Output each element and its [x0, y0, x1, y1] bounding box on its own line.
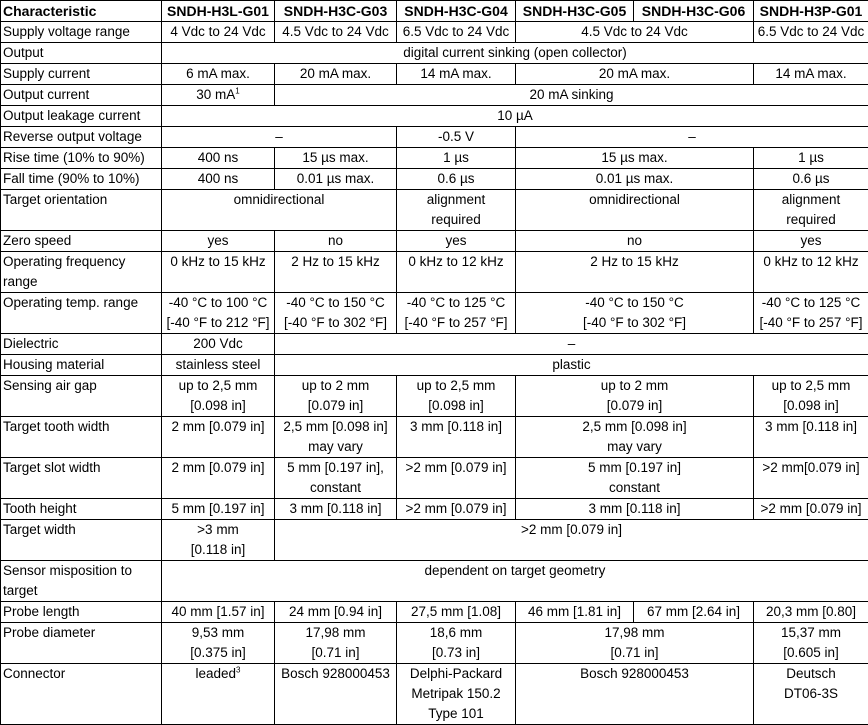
cell: 2 mm [0.079 in] [162, 417, 275, 458]
cell [754, 376, 868, 417]
cell-line: -40 °C to 150 °C [518, 293, 751, 313]
cell: 5 mm [0.197 in] [162, 499, 275, 520]
cell-line: -40 °C to 125 °C [399, 293, 513, 313]
cell-line: [-40 °F to 257 °F] [399, 313, 513, 333]
table-row [1, 561, 868, 602]
table-row [1, 334, 868, 355]
cell [754, 623, 868, 664]
table-row [1, 602, 868, 623]
table-row [1, 85, 868, 106]
cell [397, 376, 516, 417]
cell-line: up to 2,5 mm [399, 376, 513, 396]
header-row [1, 1, 868, 22]
table-row [1, 127, 868, 148]
cell: 14 mA max. [754, 64, 868, 85]
cell-line: Type 101 [399, 704, 513, 724]
cell [162, 85, 275, 106]
cell-line: [0.098 in] [756, 396, 866, 416]
cell: yes [162, 231, 275, 252]
cell: >2 mm [0.079 in] [275, 520, 868, 561]
cell: dependent on target geometry [162, 561, 868, 602]
cell-line: [0.71 in] [518, 643, 751, 663]
cell: >2 mm[0.079 in] [754, 458, 868, 499]
cell: digital current sinking (open collector) [162, 43, 868, 64]
table-row [1, 106, 868, 127]
row-label: Connector [1, 664, 162, 725]
cell-line: [-40 °F to 302 °F] [518, 313, 751, 333]
row-label: Housing material [1, 355, 162, 376]
cell: 0.01 µs max. [275, 169, 397, 190]
cell: 40 mm [1.57 in] [162, 602, 275, 623]
row-label: Supply voltage range [1, 22, 162, 43]
cell: plastic [275, 355, 868, 376]
cell-line: Metripak 150.2 [399, 684, 513, 704]
cell: 1 µs [754, 148, 868, 169]
cell-text: 30 mA [196, 87, 235, 102]
cell: >2 mm [0.079 in] [397, 499, 516, 520]
cell [275, 458, 397, 499]
cell-line: constant [518, 478, 751, 498]
header-model: SNDH-H3L-G01 [162, 1, 275, 22]
row-label: Rise time (10% to 90%) [1, 148, 162, 169]
cell: 3 mm [0.118 in] [516, 499, 754, 520]
cell: 400 ns [162, 148, 275, 169]
cell [162, 520, 275, 561]
header-model: SNDH-H3C-G03 [275, 1, 397, 22]
cell: 3 mm [0.118 in] [754, 417, 868, 458]
cell: yes [397, 231, 516, 252]
row-label: Sensor misposition to target [1, 561, 162, 602]
cell [275, 623, 397, 664]
row-label: Output [1, 43, 162, 64]
cell-line: [-40 °F to 302 °F] [277, 313, 394, 333]
row-label: Output current [1, 85, 162, 106]
cell: 27,5 mm [1.08] [397, 602, 516, 623]
cell [162, 623, 275, 664]
cell: >2 mm [0.079 in] [397, 458, 516, 499]
row-label: Fall time (90% to 10%) [1, 169, 162, 190]
cell-line: [0.73 in] [399, 643, 513, 663]
cell [162, 664, 275, 725]
row-label: Probe diameter [1, 623, 162, 664]
cell [397, 190, 516, 231]
cell-line: [0.118 in] [164, 540, 272, 560]
cell: – [275, 334, 868, 355]
cell-line: [0.079 in] [277, 396, 394, 416]
cell-line: -40 °C to 125 °C [756, 293, 866, 313]
footnote-mark: 3 [236, 666, 240, 675]
cell-line: alignment [756, 190, 866, 210]
cell: 24 mm [0.94 in] [275, 602, 397, 623]
row-label: Tooth height [1, 499, 162, 520]
cell: stainless steel [162, 355, 275, 376]
cell [754, 190, 868, 231]
cell-line: [-40 °F to 212 °F] [164, 313, 272, 333]
cell: 0.6 µs [754, 169, 868, 190]
row-label: Dielectric [1, 334, 162, 355]
cell: 0.6 µs [397, 169, 516, 190]
cell: -0.5 V [397, 127, 516, 148]
cell-line: required [399, 210, 513, 230]
cell: yes [754, 231, 868, 252]
cell-line: [0.375 in] [164, 643, 272, 663]
cell-line: alignment [399, 190, 513, 210]
cell: 1 µs [397, 148, 516, 169]
cell: 10 µA [162, 106, 868, 127]
header-model: SNDH-H3C-G04 [397, 1, 516, 22]
cell-line: 2,5 mm [0.098 in] [518, 417, 751, 437]
cell-line: Deutsch [756, 664, 866, 684]
cell: 20,3 mm [0.80] [754, 602, 868, 623]
cell-line: 2,5 mm [0.098 in] [277, 417, 394, 437]
table-row [1, 499, 868, 520]
cell [275, 417, 397, 458]
cell-text: leaded [196, 666, 237, 681]
cell: 2 mm [0.079 in] [162, 458, 275, 499]
table-row [1, 376, 868, 417]
cell-line: -40 °C to 100 °C [164, 293, 272, 313]
cell: omnidirectional [516, 190, 754, 231]
cell [516, 458, 754, 499]
table-row [1, 252, 868, 293]
cell-line: [-40 °F to 257 °F] [756, 313, 866, 333]
cell: 3 mm [0.118 in] [397, 417, 516, 458]
cell-line: Delphi-Packard [399, 664, 513, 684]
row-label: Output leakage current [1, 106, 162, 127]
cell [516, 376, 754, 417]
cell: – [516, 127, 868, 148]
cell-line: 17,98 mm [518, 623, 751, 643]
cell-line: 17,98 mm [277, 623, 394, 643]
row-label: Operating frequency range [1, 252, 162, 293]
row-label: Operating temp. range [1, 293, 162, 334]
cell: 46 mm [1.81 in] [516, 602, 634, 623]
cell-line: DT06-3S [756, 684, 866, 704]
cell: 6.5 Vdc to 24 Vdc [754, 22, 868, 43]
cell [397, 623, 516, 664]
cell: 4.5 Vdc to 24 Vdc [275, 22, 397, 43]
table-row [1, 148, 868, 169]
cell-line: up to 2,5 mm [756, 376, 866, 396]
cell: 15 µs max. [516, 148, 754, 169]
cell [516, 623, 754, 664]
table-row [1, 664, 868, 725]
cell-line: 5 mm [0.197 in], [277, 458, 394, 478]
cell: Bosch 928000453 [516, 664, 754, 725]
cell-line: -40 °C to 150 °C [277, 293, 394, 313]
cell: Bosch 928000453 [275, 664, 397, 725]
row-label: Target width [1, 520, 162, 561]
cell: 0.01 µs max. [516, 169, 754, 190]
table-row [1, 190, 868, 231]
cell: 67 mm [2.64 in] [634, 602, 754, 623]
cell: 20 mA max. [516, 64, 754, 85]
header-model: SNDH-H3P-G01 [754, 1, 868, 22]
table-row [1, 43, 868, 64]
cell [275, 376, 397, 417]
table-row [1, 22, 868, 43]
row-label: Target tooth width [1, 417, 162, 458]
cell: no [275, 231, 397, 252]
cell: 20 mA max. [275, 64, 397, 85]
header-model: SNDH-H3C-G06 [634, 1, 754, 22]
table-row [1, 64, 868, 85]
cell-line: may vary [277, 437, 394, 457]
cell-line: up to 2 mm [277, 376, 394, 396]
row-label: Target orientation [1, 190, 162, 231]
cell-line: >3 mm [164, 520, 272, 540]
cell: – [162, 127, 397, 148]
header-characteristic: Characteristic [1, 1, 162, 22]
row-label: Target slot width [1, 458, 162, 499]
cell-line: may vary [518, 437, 751, 457]
cell: 0 kHz to 12 kHz [754, 252, 868, 293]
cell [275, 293, 397, 334]
cell: 3 mm [0.118 in] [275, 499, 397, 520]
cell-line: [0.71 in] [277, 643, 394, 663]
cell: 14 mA max. [397, 64, 516, 85]
row-label: Zero speed [1, 231, 162, 252]
cell [754, 664, 868, 725]
cell: 0 kHz to 12 kHz [397, 252, 516, 293]
cell: 6.5 Vdc to 24 Vdc [397, 22, 516, 43]
cell: no [516, 231, 754, 252]
cell-line: 15,37 mm [756, 623, 866, 643]
cell: omnidirectional [162, 190, 397, 231]
cell-line: 9,53 mm [164, 623, 272, 643]
table-row [1, 293, 868, 334]
row-label: Reverse output voltage [1, 127, 162, 148]
cell-line: required [756, 210, 866, 230]
cell [516, 417, 754, 458]
cell-line: constant [277, 478, 394, 498]
cell [162, 293, 275, 334]
cell-line: [0.605 in] [756, 643, 866, 663]
cell: 2 Hz to 15 kHz [516, 252, 754, 293]
cell: 400 ns [162, 169, 275, 190]
cell-line: 18,6 mm [399, 623, 513, 643]
footnote-mark: 1 [235, 87, 239, 96]
cell [754, 293, 868, 334]
cell [397, 664, 516, 725]
table-row [1, 169, 868, 190]
cell-line: up to 2,5 mm [164, 376, 272, 396]
cell: >2 mm [0.079 in] [754, 499, 868, 520]
cell [397, 293, 516, 334]
row-label: Probe length [1, 602, 162, 623]
cell: 0 kHz to 15 kHz [162, 252, 275, 293]
cell: 20 mA sinking [275, 85, 868, 106]
cell-line: 5 mm [0.197 in] [518, 458, 751, 478]
cell-line: [0.098 in] [399, 396, 513, 416]
cell [516, 293, 754, 334]
row-label: Supply current [1, 64, 162, 85]
cell: 15 µs max. [275, 148, 397, 169]
table-row [1, 623, 868, 664]
cell [162, 376, 275, 417]
cell: 4 Vdc to 24 Vdc [162, 22, 275, 43]
table-row [1, 355, 868, 376]
cell: 2 Hz to 15 kHz [275, 252, 397, 293]
cell: 4.5 Vdc to 24 Vdc [516, 22, 754, 43]
cell-line: [0.079 in] [518, 396, 751, 416]
table-row [1, 417, 868, 458]
cell: 200 Vdc [162, 334, 275, 355]
table-row [1, 458, 868, 499]
cell-line: [0.098 in] [164, 396, 272, 416]
row-label: Sensing air gap [1, 376, 162, 417]
cell: 6 mA max. [162, 64, 275, 85]
cell-line: up to 2 mm [518, 376, 751, 396]
table-row [1, 231, 868, 252]
header-model: SNDH-H3C-G05 [516, 1, 634, 22]
table-row [1, 520, 868, 561]
